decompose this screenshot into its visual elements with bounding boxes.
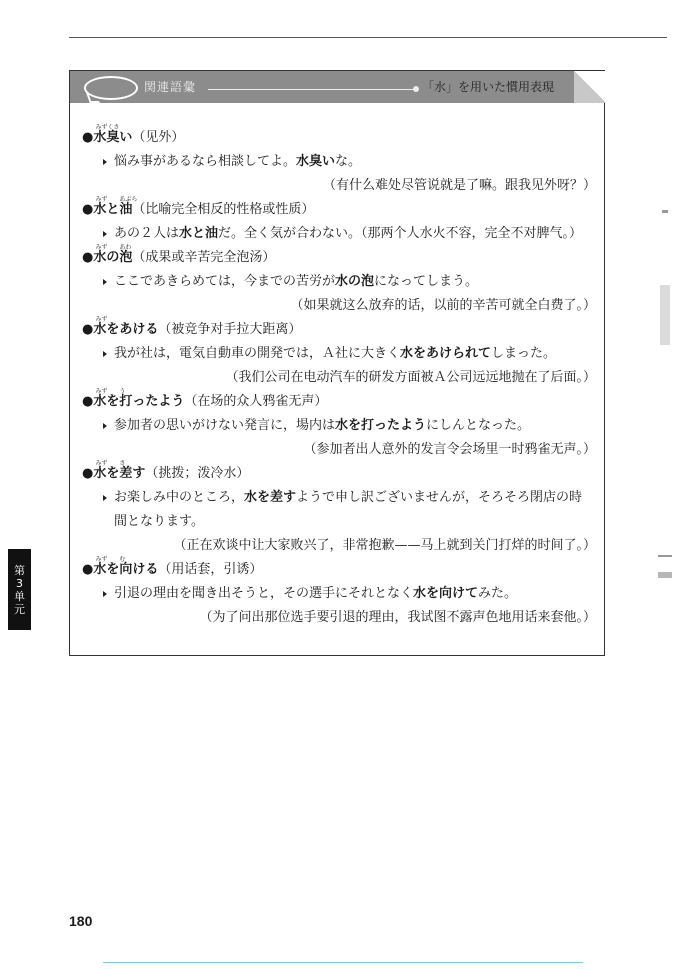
vocabulary-box (69, 70, 605, 656)
example-text-pre: 我が社は，電気自動車の開発では，Ａ社に大きく (114, 346, 401, 361)
example-text-post: な。 (335, 154, 362, 169)
bullet-icon: ● (82, 250, 94, 265)
idiom-entry (70, 198, 606, 246)
idiom-phrase-text: 水を差す (93, 466, 146, 481)
example-text-pre: お楽しみ中のところ， (114, 490, 245, 505)
idiom-heading (70, 390, 606, 414)
side-tab-char: 元 (14, 602, 25, 616)
triangle-bullet-icon (103, 495, 107, 501)
triangle-bullet-icon (103, 591, 107, 597)
banner-dot (413, 86, 419, 92)
idiom-ruby: みずくさ (95, 124, 120, 131)
idiom-meaning: （在场的众人鸦雀无声） (184, 394, 328, 409)
scan-artifact (660, 285, 670, 345)
idiom-meaning: （挑拨；泼冷水） (145, 466, 250, 481)
scan-artifact (662, 210, 668, 213)
triangle-bullet-icon (103, 351, 107, 357)
banner-line (208, 89, 416, 90)
bullet-icon: ● (82, 466, 94, 481)
example-text-pre: ここであきらめては，今までの苦労が (114, 274, 336, 289)
bullet-icon: ● (82, 130, 94, 145)
idiom-heading (70, 462, 606, 486)
bottom-rule (103, 962, 583, 963)
example-sentence (70, 414, 606, 438)
side-tab-char: 第 (14, 563, 25, 577)
top-rule (69, 37, 667, 38)
bullet-icon: ● (82, 394, 94, 409)
banner-fold-shade (574, 71, 606, 103)
example-text-bold: 水をあけられて (400, 346, 492, 361)
idiom-meaning: （被竞争对手拉大距离） (158, 322, 302, 337)
example-text-bold: 水臭い (296, 154, 336, 169)
example-text-bold: 水を向けて (413, 586, 479, 601)
example-translation: （我们公司在电动汽车的研发方面被Ａ公司远远地抛在了后面。） (225, 370, 596, 385)
idiom-phrase-text: 水をあける (93, 322, 159, 337)
example-text-pre: 参加者の思いがけない発言に，場内は (114, 418, 336, 433)
box-banner (70, 71, 605, 103)
example-text-post: になってしまう。 (374, 274, 479, 289)
example-sentence (70, 150, 606, 174)
bullet-icon: ● (82, 322, 94, 337)
example-text-bold: 水と油 (179, 226, 219, 241)
banner-category: 関連語彙 (144, 80, 197, 94)
idiom-phrase (93, 316, 159, 337)
example-text-pre: 悩み事があるなら相談してよ。 (114, 154, 297, 169)
scan-artifact (658, 572, 672, 578)
example-translation: （如果就这么放弃的话，以前的辛苦可就全白费了。） (290, 298, 596, 313)
example-text-bold: 水の泡 (335, 274, 375, 289)
idiom-phrase-text: 水を向ける (93, 562, 159, 577)
idiom-phrase (93, 124, 133, 145)
example-text-post: みた。 (478, 586, 518, 601)
idiom-meaning: （成果或辛苦完全泡汤） (132, 250, 276, 265)
page-number: 180 (69, 913, 93, 929)
example-translation: （有什么难处尽管说就是了嘛。跟我见外呀？） (322, 178, 596, 193)
example-text-bold: 水を打ったよう (335, 418, 427, 433)
example-continuation: 間となります。 (114, 514, 204, 529)
idiom-phrase (93, 196, 138, 217)
idiom-phrase (93, 460, 146, 481)
example-text-post: だ。全く気が合わない。（那两个人水火不容，完全不对脾气。） (218, 226, 583, 241)
idiom-heading (70, 558, 606, 582)
example-sentence (70, 486, 606, 510)
idiom-entry (70, 318, 606, 390)
idiom-phrase-text: 水と油 (93, 202, 133, 217)
side-tab-char: 单 (14, 589, 25, 603)
idiom-phrase-text: 水の泡 (93, 250, 133, 265)
scan-artifact (658, 555, 672, 557)
example-sentence (70, 270, 606, 294)
idiom-ruby: みず む (95, 556, 126, 563)
unit-side-tab (8, 549, 31, 630)
triangle-bullet-icon (103, 231, 107, 237)
example-text-pre: あの２人は (114, 226, 180, 241)
idiom-meaning: （用话套，引诱） (158, 562, 263, 577)
bullet-icon: ● (82, 202, 94, 217)
example-sentence (70, 222, 606, 246)
side-tab-char: 3 (16, 576, 23, 590)
triangle-bullet-icon (103, 159, 107, 165)
example-sentence (70, 342, 606, 366)
triangle-bullet-icon (103, 279, 107, 285)
example-text-post: ようで申し訳ございませんが，そろそろ閉店の時 (296, 490, 583, 505)
example-translation: （为了问出那位选手要引退的理由，我试图不露声色地用话来套他。） (199, 610, 596, 625)
example-translation: （正在欢谈中让大家败兴了，非常抱歉——马上就到关门打烊的时间了。） (173, 538, 596, 553)
example-text-post: しまった。 (491, 346, 557, 361)
idiom-heading (70, 246, 606, 270)
idiom-heading (70, 198, 606, 222)
bullet-icon: ● (82, 562, 94, 577)
example-text-post: にしんとなった。 (426, 418, 531, 433)
idiom-meaning: （见外） (132, 130, 185, 145)
idiom-entry (70, 390, 606, 462)
idiom-heading (70, 318, 606, 342)
idiom-phrase-text: 水を打ったよう (93, 394, 185, 409)
idiom-heading (70, 126, 606, 150)
idiom-ruby: みず (95, 316, 108, 323)
example-sentence (70, 582, 606, 606)
idiom-entry (70, 246, 606, 318)
banner-topic: 「水」を用いた慣用表現 (422, 80, 555, 94)
example-text-bold: 水を差す (244, 490, 297, 505)
idiom-entry (70, 462, 606, 558)
idiom-meaning: （比喻完全相反的性格或性质） (132, 202, 315, 217)
idiom-entry (70, 126, 606, 198)
idiom-phrase (93, 388, 185, 409)
entry-list (70, 126, 606, 630)
example-translation: （参加者出人意外的发言令会场里一时鸦雀无声。） (303, 442, 596, 457)
triangle-bullet-icon (103, 423, 107, 429)
idiom-phrase (93, 556, 159, 577)
idiom-entry (70, 558, 606, 630)
idiom-ruby: みず さ (95, 460, 126, 467)
idiom-ruby: みず あぶら (95, 196, 138, 203)
idiom-phrase (93, 244, 133, 265)
idiom-ruby: みず う (95, 388, 126, 395)
example-text-pre: 引退の理由を聞き出そうと，その選手にそれとなく (114, 586, 414, 601)
idiom-ruby: みず あわ (95, 244, 132, 251)
idiom-phrase-text: 水臭い (93, 130, 133, 145)
